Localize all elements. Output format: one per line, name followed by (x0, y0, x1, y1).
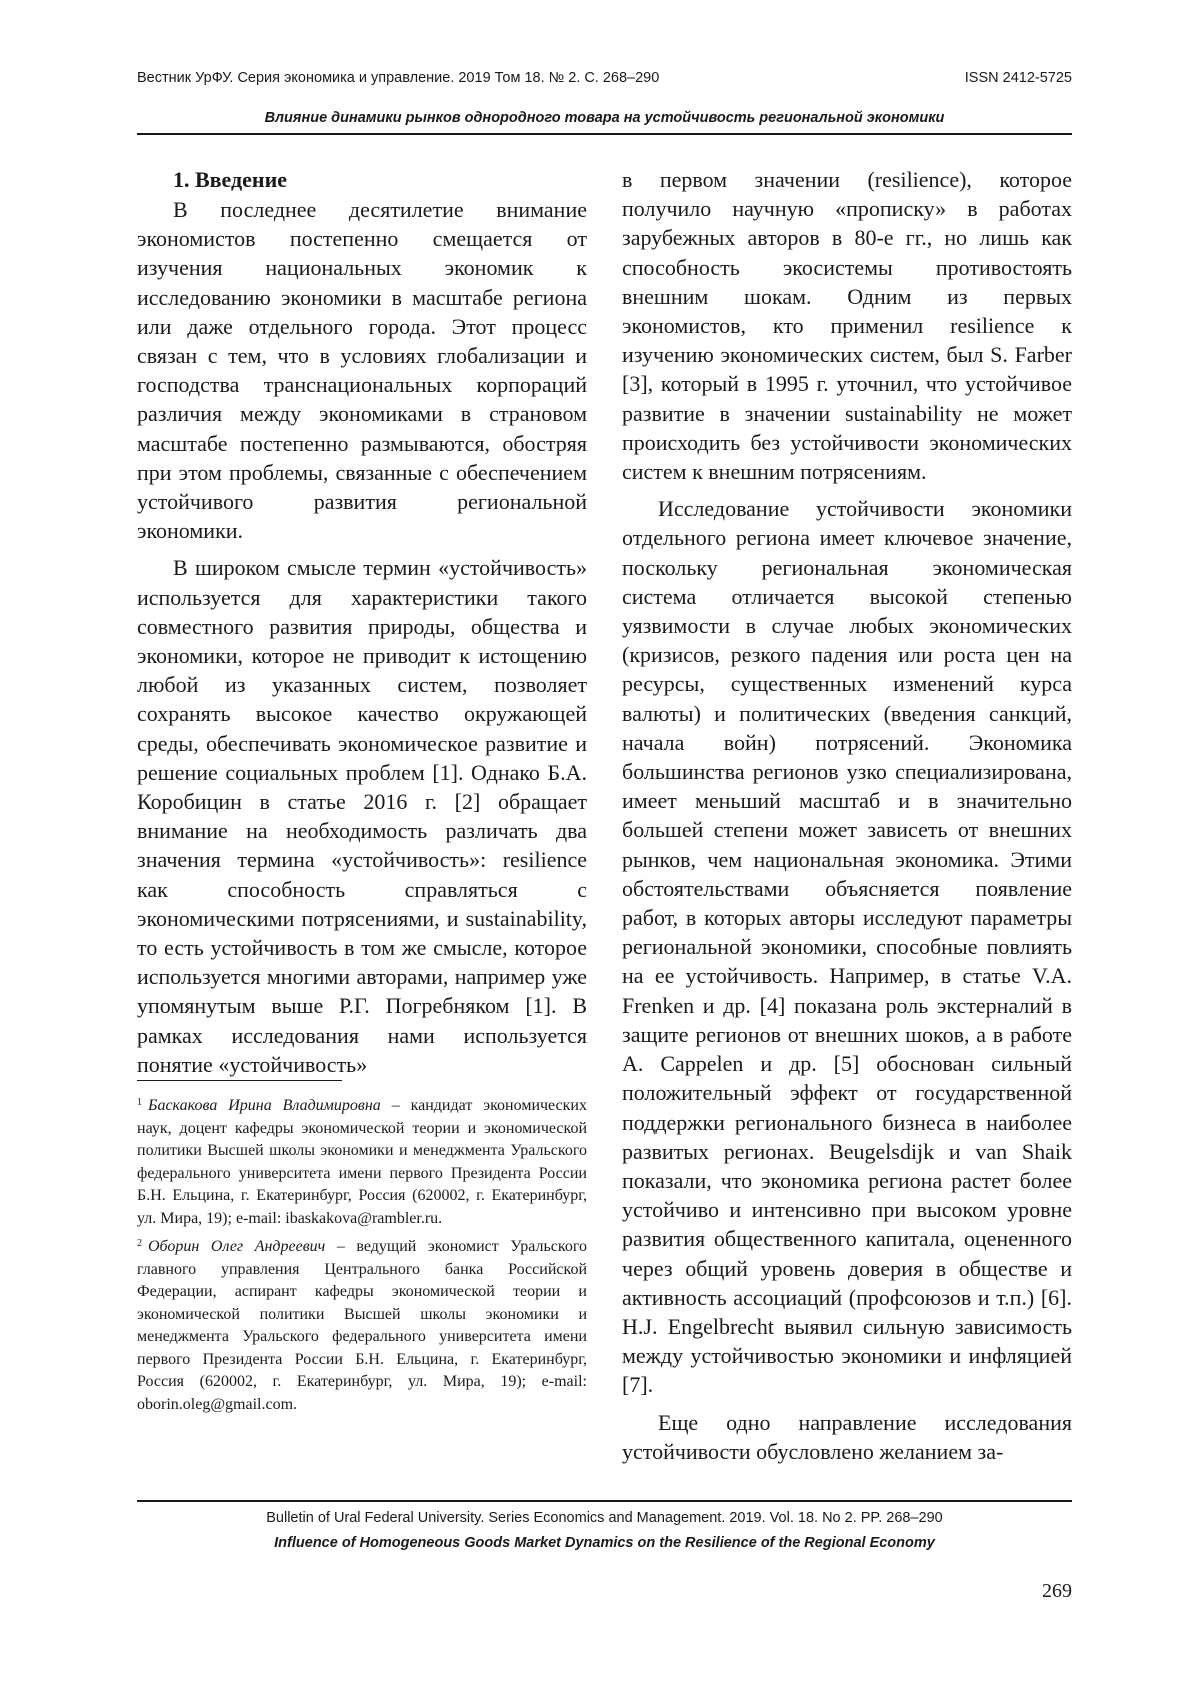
footnote-rule (137, 1080, 342, 1081)
footnote-number: 2 (137, 1238, 142, 1249)
footnote-author: Баскакова Ирина Владимировна (148, 1097, 381, 1114)
footer-rule (137, 1500, 1072, 1502)
footnotes (137, 1092, 587, 1416)
paragraph: В широком смысле термин «устойчивость» используется для характеристики такого совместного развития природы, общества и экономики, которое не приводит к истощению любой из указанных систем, позволяет сохранять высокое качество окружающей среды, обеспечивать экономическое развитие и решение социальных проблем [1]. Однако Б.А. Коробицин в статье 2016 г. [2] обращает внимание на необходимость различать два значения термина «устойчивость»: resilience как способность справляться с экономическими потрясениями, и sustainability, то есть устойчивость в том же смысле, которое используется многими авторами, например уже упомянутым выше Р.Г. Погребняком [1]. В рамках исследования нами используется понятие «устойчивость» (137, 553, 587, 1079)
page-number: 269 (1042, 1580, 1072, 1603)
article-title-en: Influence of Homogeneous Goods Market Dynamics on the Resilience of the Regional Economy (137, 1535, 1072, 1551)
footnote-text: – ведущий экономист Уральского главного управления Центрального банка Российской Федерации, аспирант кафедры экономической теории и экономической политики Высшей школы экономики и менеджмента Уральского федерального университета имени первого Президента России Б.Н. Ельцина, г. Екатеринбург, Россия (620002, г. Екатеринбург, ул. Мира, 19); e-mail: oborin.oleg@gmail.com. (137, 1238, 587, 1413)
footnote (137, 1233, 587, 1416)
running-header (137, 70, 1072, 94)
left-column (137, 165, 587, 1079)
journal-title-ru: Вестник УрФУ. Серия экономика и управление. 2019 Том 18. № 2. С. 268–290 (137, 70, 659, 86)
right-column (622, 165, 1072, 1466)
paragraph: в первом значении (resilience), которое получило научную «прописку» в работах зарубежных авторов в 80-е гг., но лишь как способность экосистемы противостоять внешним шокам. Одним из первых экономистов, кто применил resilience к изучению экономических систем, был S. Farber [3], который в 1995 г. уточнил, что устойчивое развитие в значении sustainability не может происходить без устойчивости экономических систем к внешним потрясениям. (622, 165, 1072, 486)
paragraph: Исследование устойчивости экономики отдельного региона имеет ключевое значение, поскольку региональная экономическая система отличается высокой степенью уязвимости в случае любых экономических (кризисов, резкого падения или роста цен на ресурсы, существенных изменений курса валюты) и политических (введения санкций, начала войн) потрясений. Экономика большинства регионов узко специализирована, имеет меньший масштаб и в значительно большей степени может зависеть от внешних рынков, чем национальная экономика. Этими обстоятельствами объясняется появление работ, в которых авторы исследуют параметры региональной экономики, способные повлиять на ее устойчивость. Например, в статье V.A. Frenken и др. [4] показана роль экстерналий в защите регионов от внешних шоков, а в работе A. Cappelen и др. [5] обоснован сильный положительный эффект от государственной поддержки регионального бизнеса в наиболее развитых регионах. Beugelsdijk и van Shaik показали, что экономика региона растет более устойчиво и интенсивно при высоком уровне развития общественного капитала, оцененного через общий уровень доверия в обществе и активность ассоциаций (профсоюзов и т.п.) [6]. H.J. Engelbrecht выявил сильную зависимость между устойчивостью экономики и инфляцией [7]. (622, 494, 1072, 1399)
footnote-author: Оборин Олег Андреевич (148, 1238, 325, 1255)
section-heading: 1. Введение (173, 165, 587, 194)
footnote (137, 1092, 587, 1230)
paragraph: Еще одно направление исследования устойчивости обусловлено желанием за- (622, 1408, 1072, 1466)
paragraph: В последнее десятилетие внимание экономистов постепенно смещается от изучения национальных экономик к исследованию экономики в масштабе региона или даже отдельного города. Этот процесс связан с тем, что в условиях глобализации и господства транснациональных корпораций различия между экономиками в страновом масштабе постепенно размываются, обостряя при этом проблемы, связанные с обеспечением устойчивого развития региональной экономики. (137, 195, 587, 545)
footnote-number: 1 (137, 1097, 142, 1108)
journal-title-en: Bulletin of Ural Federal University. Series Economics and Management. 2019. Vol. 18. No 2. PP. 268–290 (137, 1510, 1072, 1526)
article-title-ru: Влияние динамики рынков однородного товара на устойчивость региональной экономики (137, 110, 1072, 126)
footnote-text: – кандидат экономических наук, доцент кафедры экономической теории и экономической политики Высшей школы экономики и менеджмента Уральского федерального университета имени первого Президента России Б.Н. Ельцина, г. Екатеринбург, Россия (620002, г. Екатеринбург, ул. Мира, 19); e-mail: ibaskakova@rambler.ru. (137, 1097, 587, 1227)
issn: ISSN 2412-5725 (965, 70, 1072, 86)
header-rule (137, 133, 1072, 135)
